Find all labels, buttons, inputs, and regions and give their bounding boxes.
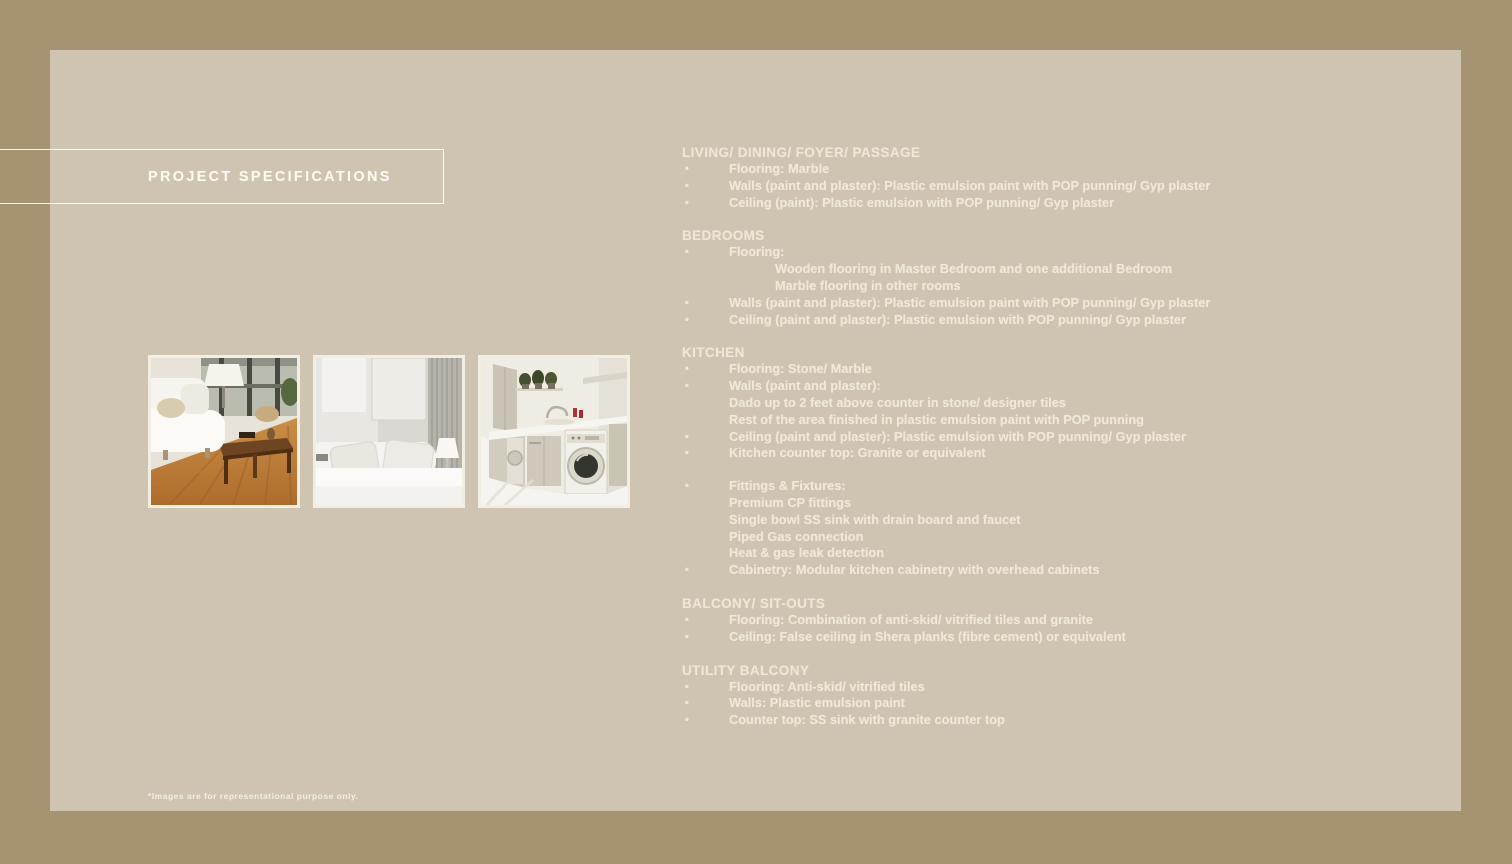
spec-text: Marble flooring in other rooms	[775, 277, 961, 293]
bullet-icon: •	[685, 313, 689, 326]
spec-text: Walls (paint and plaster):	[729, 378, 881, 394]
spec-section	[682, 227, 1327, 328]
spec-text: Heat & gas leak detection	[729, 545, 885, 561]
spec-text: Flooring: Combination of anti-skid/ vitrified tiles and granite	[729, 611, 1094, 627]
spec-row	[682, 529, 1327, 546]
spec-row	[682, 429, 1327, 446]
section-heading: UTILITY BALCONY	[682, 662, 810, 678]
spec-text: Premium CP fittings	[729, 494, 852, 510]
living-room-wooden-flooring-photo	[148, 355, 300, 508]
spec-row	[682, 562, 1327, 579]
page-title: PROJECT SPECIFICATIONS	[148, 168, 392, 185]
bullet-icon: •	[685, 296, 689, 309]
spec-text: Ceiling: False ceiling in Shera planks (fibre cement) or equivalent	[729, 628, 1126, 644]
spec-text: Dado up to 2 feet above counter in stone/ designer tiles	[729, 394, 1067, 410]
spec-text: Walls (paint and plaster): Plastic emulsion paint with POP punning/ Gyp plaster	[729, 177, 1211, 193]
spec-row	[682, 712, 1327, 729]
bullet-icon: •	[685, 363, 689, 376]
spec-row	[682, 261, 1327, 278]
spec-row	[682, 629, 1327, 646]
spec-text: Walls (paint and plaster): Plastic emulsion paint with POP punning/ Gyp plaster	[729, 294, 1211, 310]
spec-text: Flooring:	[729, 244, 785, 260]
spec-text: Wooden flooring in Master Bedroom and one additional Bedroom	[775, 261, 1173, 277]
bullet-icon: •	[685, 480, 689, 493]
spec-row	[682, 244, 1327, 261]
spec-row	[682, 395, 1327, 412]
spec-row	[682, 545, 1327, 562]
bullet-icon: •	[685, 380, 689, 393]
photo-strip	[148, 355, 630, 508]
spec-row	[682, 312, 1327, 329]
spec-row	[682, 178, 1327, 195]
spec-row	[682, 195, 1327, 212]
spec-section	[682, 662, 1327, 729]
bullet-icon: •	[685, 697, 689, 710]
spec-text: Fittings & Fixtures:	[729, 478, 846, 494]
spec-section	[682, 144, 1327, 211]
specifications-list	[682, 144, 1327, 745]
bullet-icon: •	[685, 179, 689, 192]
spec-text: Flooring: Stone/ Marble	[729, 361, 872, 377]
bedroom-illustration	[316, 358, 462, 505]
spec-section	[682, 595, 1327, 646]
spec-text: Single bowl SS sink with drain board and faucet	[729, 511, 1021, 527]
spec-row	[682, 695, 1327, 712]
spec-row	[682, 445, 1327, 462]
bullet-icon: •	[685, 680, 689, 693]
spec-text: Walls: Plastic emulsion paint	[729, 695, 905, 711]
bullet-icon: •	[685, 430, 689, 443]
bullet-icon: •	[685, 246, 689, 259]
spec-row	[682, 161, 1327, 178]
spec-text: Ceiling (paint): Plastic emulsion with POP punning/ Gyp plaster	[729, 194, 1115, 210]
spec-text: Cabinetry: Modular kitchen cabinetry with overhead cabinets	[729, 562, 1100, 578]
spec-text: Flooring: Anti-skid/ vitrified tiles	[729, 678, 925, 694]
bullet-icon: •	[685, 163, 689, 175]
spec-row	[682, 295, 1327, 312]
section-heading: KITCHEN	[682, 345, 745, 361]
bullet-icon: •	[685, 630, 689, 643]
bullet-icon: •	[685, 714, 689, 727]
spec-text: Kitchen counter top: Granite or equivalent	[729, 445, 986, 461]
spec-row	[682, 412, 1327, 429]
spec-row	[682, 378, 1327, 395]
bullet-icon: •	[685, 613, 689, 626]
spec-text: Ceiling (paint and plaster): Plastic emulsion with POP punning/ Gyp plaster	[729, 311, 1186, 327]
bullet-icon: •	[685, 564, 689, 577]
utility-kitchen-illustration	[481, 358, 627, 505]
utility-kitchen-washing-machine-photo	[478, 355, 630, 508]
spec-row	[682, 478, 1327, 495]
section-heading: BALCONY/ SIT-OUTS	[682, 595, 826, 611]
spec-section	[682, 344, 1327, 579]
living-room-illustration	[151, 358, 297, 505]
spec-text: Rest of the area finished in plastic emulsion paint with POP punning	[729, 411, 1144, 427]
spec-text: Flooring: Marble	[729, 161, 830, 176]
disclaimer-footnote: *Images are for representational purpose only.	[148, 791, 359, 801]
section-heading: BEDROOMS	[682, 228, 765, 244]
spec-row	[682, 495, 1327, 512]
section-heading: LIVING/ DINING/ FOYER/ PASSAGE	[682, 145, 921, 160]
white-bedroom-photo	[313, 355, 465, 508]
spec-row	[682, 278, 1327, 295]
spec-text: Piped Gas connection	[729, 528, 864, 544]
bullet-icon: •	[685, 196, 689, 209]
spec-text: Ceiling (paint and plaster): Plastic emulsion with POP punning/ Gyp plaster	[729, 428, 1186, 444]
bullet-icon: •	[685, 447, 689, 460]
spec-row	[682, 361, 1327, 378]
title-box	[0, 149, 444, 204]
spec-text: Counter top: SS sink with granite counter top	[729, 712, 1005, 728]
spec-row	[682, 612, 1327, 629]
spec-row	[682, 679, 1327, 696]
spec-row	[682, 512, 1327, 529]
